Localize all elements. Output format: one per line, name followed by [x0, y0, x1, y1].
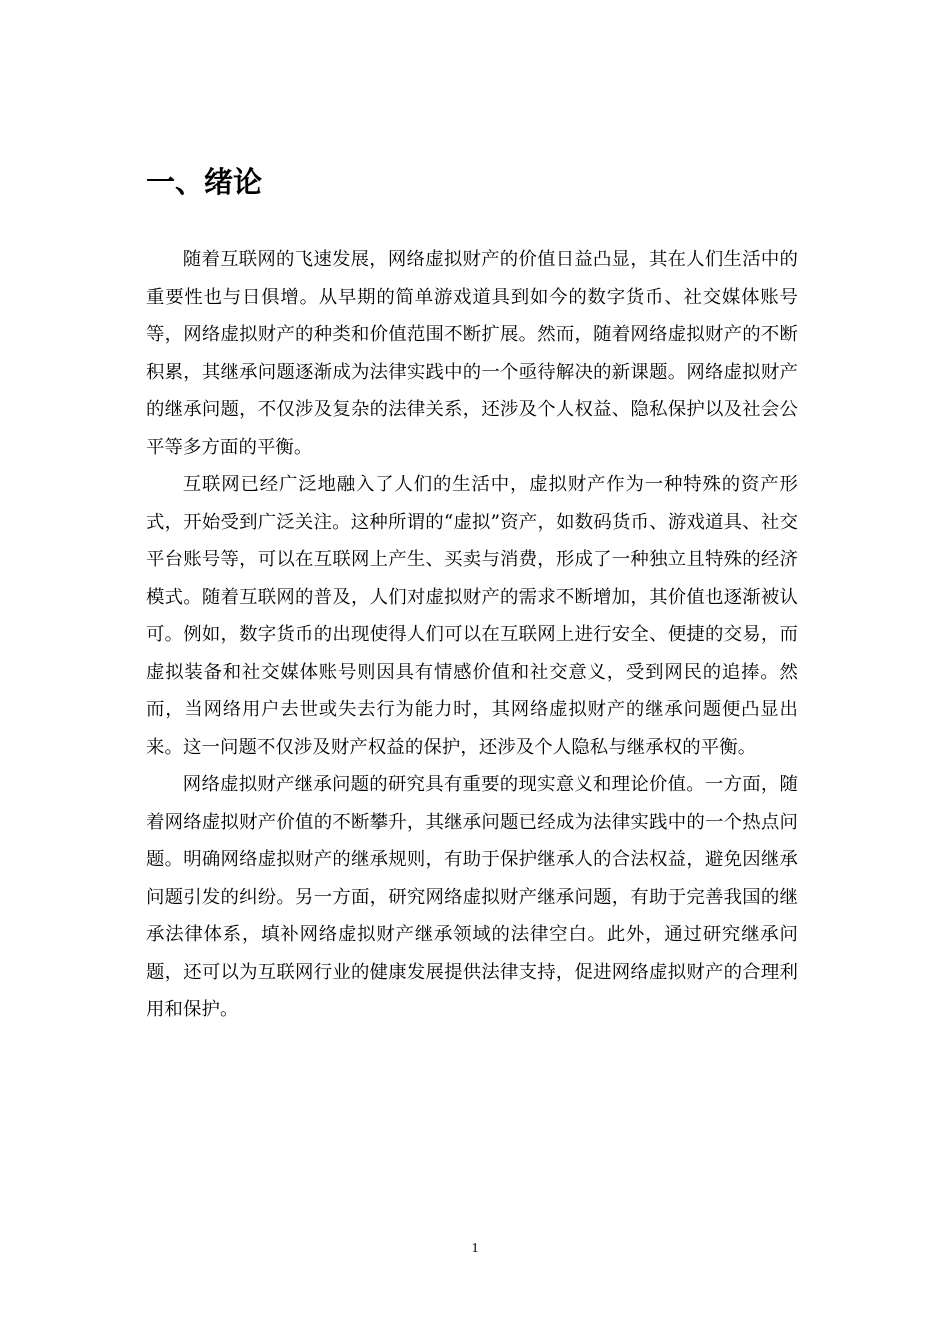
page-number: 1	[471, 1241, 479, 1256]
paragraph-2: 互联网已经广泛地融入了人们的生活中，虚拟财产作为一种特殊的资产形式，开始受到广泛关注。这种所谓的“虚拟”资产，如数码货币、游戏道具、社交平台账号等，可以在互联网上产生、买卖与消费，形成了一种独立且特殊的经济模式。随着互联网的普及，人们对虚拟财产的需求不断增加，其价值也逐渐被认可。例如，数字货币的出现使得人们可以在互联网上进行安全、便捷的交易，而虚拟装备和社交媒体账号则因具有情感价值和社交意义，受到网民的追捧。然而，当网络用户去世或失去行为能力时，其网络虚拟财产的继承问题便凸显出来。这一问题不仅涉及财产权益的保护，还涉及个人隐私与继承权的平衡。	[146, 474, 798, 758]
section-heading: 一、绪论	[146, 165, 263, 199]
paragraph-1: 随着互联网的飞速发展，网络虚拟财产的价值日益凸显，其在人们生活中的重要性也与日俱增。从早期的简单游戏道具到如今的数字货币、社交媒体账号等，网络虚拟财产的种类和价值范围不断扩展。然而，随着网络虚拟财产的不断积累，其继承问题逐渐成为法律实践中的一个亟待解决的新课题。网络虚拟财产的继承问题，不仅涉及复杂的法律关系，还涉及个人权益、隐私保护以及社会公平等多方面的平衡。	[146, 249, 798, 458]
section-body	[146, 241, 798, 1029]
paragraph-3: 网络虚拟财产继承问题的研究具有重要的现实意义和理论价值。一方面，随着网络虚拟财产价值的不断攀升，其继承问题已经成为法律实践中的一个热点问题。明确网络虚拟财产的继承规则，有助于保护继承人的合法权益，避免因继承问题引发的纠纷。另一方面，研究网络虚拟财产继承问题，有助于完善我国的继承法律体系，填补网络虚拟财产继承领域的法律空白。此外，通过研究继承问题，还可以为互联网行业的健康发展提供法律支持，促进网络虚拟财产的合理利用和保护。	[146, 774, 798, 1020]
